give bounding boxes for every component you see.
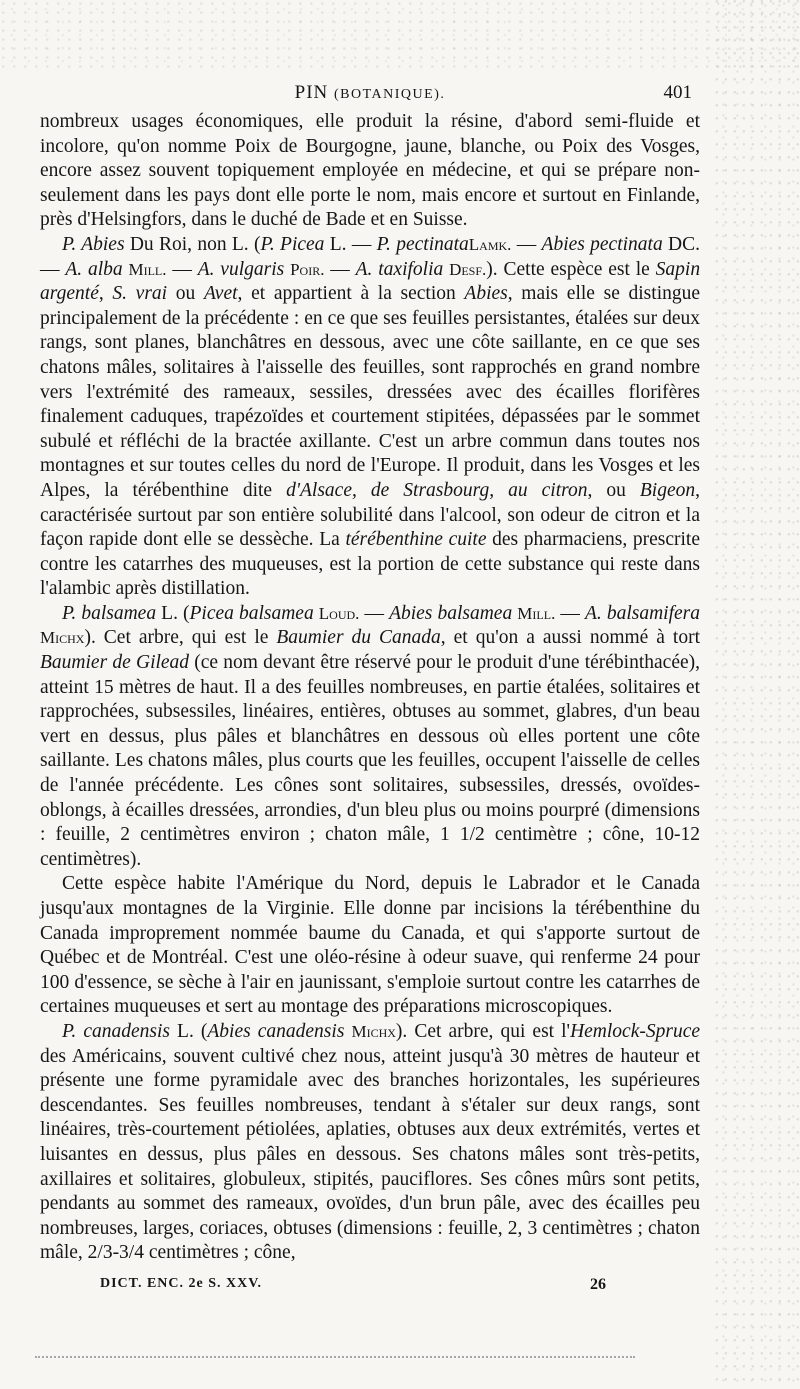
synonym-name: Abies balsamea (389, 602, 513, 624)
author-abbrev: Michx (351, 1021, 396, 1041)
text-run: Du Roi, non L. ( (124, 233, 261, 255)
synonym-name: A. taxifolia (355, 258, 444, 280)
synonym-name: Abies pectinata (541, 233, 663, 255)
text-run: , caractérisée surtout par son entière solubilité dans l'alcool, son odeur de citron et la façon rapide dont elle se dessèche. La (40, 479, 700, 551)
page-number: 401 (663, 82, 692, 103)
synonym-name: P. pectinata (376, 233, 469, 255)
common-name: Baumier du Canada (276, 627, 441, 649)
species-name: P. balsamea (62, 602, 157, 624)
common-name: S. vrai (112, 283, 168, 305)
text-run: , et appartient à la section (237, 283, 465, 305)
product-name: térébenthine cuite (345, 529, 487, 551)
synonym-name: A. alba (65, 258, 123, 280)
text-run: des pharmaciens, prescrite contre les catarrhes des muqueuses, est la portion de cette substance qui reste dans l'alambic après distillation. (40, 529, 700, 600)
author-abbrev: Mill. (517, 603, 556, 623)
text-run: — (166, 258, 198, 280)
signature-mark: DICT. ENC. 2e S. XXV. (100, 1276, 263, 1291)
common-name: Sapin argenté (40, 258, 701, 305)
text-run: — (359, 602, 390, 624)
text-run: des Américains, souvent cultivé chez nous, atteint jusqu'à 30 mètres de hauteur et présente une forme pyramidale avec des branches horizontales, les supérieures descendantes. Ses feuilles nombreuses, tendant à s'étaler sur deux rangs, sont linéaires, très-courtement pétiolées, aplaties, obtuses aux deux extrémités, vertes et luisantes en dessus, plus pâles en dessous. Ses chatons mâles sont très-petits, axillaires et solitaires, globuleux, stipités, pauciflores. Ses cônes mûrs sont petits, pendants au sommet des rameaux, ovoïdes, d'un brun pâle, avec des écailles peu nombreuses, larges, coriaces, obtuses (dimensions : feuille, 2, 3 centimètres ; chaton mâle, 2/3-3/4 centimètres ; cône, (40, 1045, 700, 1264)
species-name: P. Abies (62, 233, 125, 255)
text-run: ). Cet arbre, qui est l' (395, 1020, 571, 1042)
paragraph-pinus-canadensis (40, 1020, 700, 1266)
synonym-name: Picea balsamea (189, 602, 314, 624)
synonym-name: P. Picea (260, 233, 325, 255)
text-run: ou (167, 283, 204, 305)
author-abbrev: Mill. (128, 259, 167, 279)
text-run: L. — (324, 233, 377, 255)
text-run: L. ( (169, 1020, 208, 1042)
product-name: d'Alsace, de Strasbourg, au citron (286, 479, 588, 501)
text-run: (ce nom devant être réservé pour le produit d'une térébinthacée), atteint 15 mètres de haut. Il a des feuilles nombreuses, en partie étalées, solitaires et rapprochées, subsessiles, linéaires, entières, obtuses au sommet, glabres, d'un beau vert en dessus, plus pâles et blanchâtres en dessous où elles portent une côte saillante. Les chatons mâles, plus courts que les feuilles, occupent l'aisselle de celles de l'année précédente. Les cônes sont solitaires, subsessiles, dressés, ovoïdes-oblongs, à écailles dressées, arrondies, d'un bleu plus ou moins pourpré (dimensions : feuille, 2 centimètres environ ; chaton mâle, 1 1/2 centimètre ; cône, 10-12 centimètres). (40, 652, 700, 870)
paragraph-pinus-balsamea (40, 602, 700, 873)
section-name: Abies (464, 283, 508, 305)
text-run: ). Cette espèce est le (486, 258, 656, 280)
text-run: L. ( (156, 602, 190, 624)
text-run: , (98, 283, 113, 305)
text-run: — (511, 233, 542, 255)
running-header (40, 82, 700, 108)
author-abbrev: Desf. (449, 259, 487, 279)
author-abbrev: Lamk. (468, 234, 512, 254)
text-run: — (555, 602, 585, 624)
paragraph-balsamea-habitat: Cette espèce habite l'Amérique du Nord, depuis le Labrador et le Canada jusqu'aux montagnes de la Virginie. Elle donne par incisions la térébenthine du Canada improprement nommée baume du Canada, et qui s'apporte surtout de Québec et de Montréal. C'est une oléo-résine à odeur suave, qui renferme 24 pour 100 d'essence, se sèche à l'air en jaunissant, s'emploie surtout contre les catarrhes de certaines muqueuses et sert au montage des préparations microscopiques. (40, 873, 700, 1018)
common-name: Hemlock-Spruce (570, 1020, 701, 1042)
common-name: Baumier de Gilead (40, 652, 190, 674)
paragraph-continuation: nombreux usages économiques, elle produit la résine, d'abord semi-fluide et incolore, qu'on nomme Poix de Bourgogne, jaune, blanche, ou Poix des Vosges, encore assez souvent topiquement employée en médecine, et qui se prépare non-seulement dans les pays dont elle porte le nom, mais encore et surtout en Finlande, près d'Helsingfors, dans le duché de Bade et en Suisse. (40, 111, 700, 231)
author-abbrev: Michx (40, 628, 85, 648)
sheet-number: 26 (590, 1276, 606, 1293)
synonym-name: Abies canadensis (207, 1020, 345, 1042)
page-footer (100, 1276, 660, 1302)
common-name: Avet (203, 283, 238, 305)
text-run: , mais elle se distingue principalement de la précédente : en ce que ses feuilles persistantes, étalées sur deux rangs, sont planes, blanchâtres en dessous, avec une côte saillante, en ce que ses chatons mâles, solitaires à l'aisselle des feuilles, sont rapprochés en grand nombre vers l'extrémité des rameaux, sessiles, dressées avec des écailles florifères finalement caduques, trapézoïdes et courtement stipitées, dépassées par le sommet subulé et réfléchi de la bractée axillante. C'est un arbre commun dans toutes nos montagnes et sur toutes celles du nord de l'Europe. Il produit, dans les Vosges et les Alpes, la térébenthine dite (40, 283, 701, 501)
bottom-bleed-rule (35, 1356, 635, 1358)
text-run: , ou (587, 479, 640, 501)
author-abbrev: Poir. (290, 259, 325, 279)
paragraph-pinus-abies (40, 233, 700, 602)
author-abbrev: Loud. (318, 603, 360, 623)
product-name: Bigeon (639, 479, 696, 501)
text-run: ). Cet arbre, qui est le (84, 627, 277, 649)
paper-speckle-top (0, 0, 800, 70)
text-run: , et qu'on a aussi nommé à tort (440, 627, 701, 649)
running-title-word: PIN (294, 82, 329, 103)
synonym-name: A. vulgaris (197, 258, 285, 280)
body-text (40, 110, 700, 1266)
species-name: P. canadensis (62, 1020, 170, 1042)
text-run: DC. — (40, 233, 700, 280)
text-run: — (324, 258, 356, 280)
running-title-paren: (BOTANIQUE). (334, 87, 446, 102)
synonym-name: A. balsamifera (584, 602, 700, 624)
paper-speckle-right (715, 0, 800, 1389)
running-title (40, 82, 700, 104)
